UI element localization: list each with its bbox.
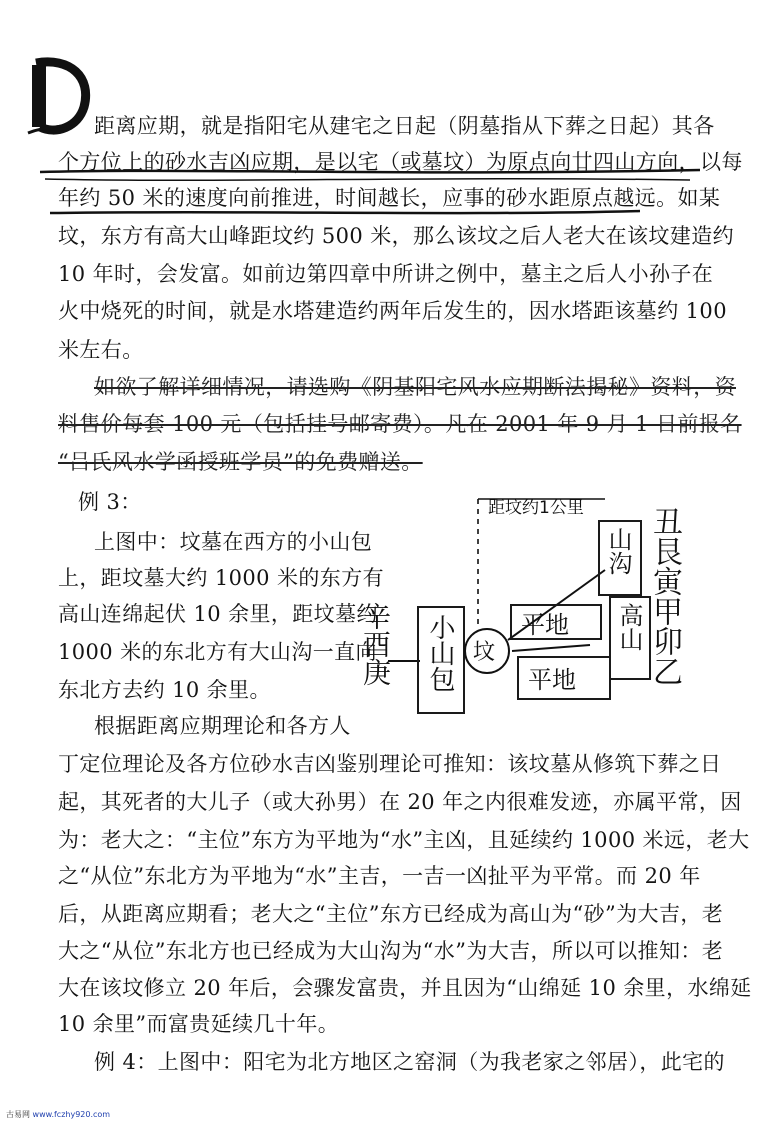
east-directions: 丑艮寅甲卯乙 bbox=[647, 506, 682, 686]
text-line: 大之“从位”东北方也已经成为大山沟为“水”为大吉，所以可以推知：老 bbox=[58, 939, 724, 963]
hillock-label: 小山包 bbox=[425, 614, 455, 692]
text-line: 个方位上的砂水吉凶应期，是以宅（或墓坟）为原点向廿四山方向，以每 bbox=[58, 150, 743, 174]
example-heading: 例 3： bbox=[78, 490, 142, 514]
text-line: 1000 米的东北方有大山沟一直向 bbox=[58, 640, 377, 664]
text-line: 上图中：坟墓在西方的小山包 bbox=[94, 530, 373, 554]
text-line: 东北方去约 10 余里。 bbox=[58, 678, 271, 702]
text-line: 上，距坟墓大约 1000 米的东方有 bbox=[58, 566, 384, 590]
text-line: 丁定位理论及各方位砂水吉凶鉴别理论可推知：该坟墓从修筑下葬之日 bbox=[58, 752, 722, 776]
text-line: 之“从位”东北方为平地为“水”主吉，一吉一凶扯平为平常。而 20 年 bbox=[58, 864, 701, 888]
distance-label: 距坟约1公里 bbox=[488, 498, 584, 518]
west-directions: 辛酉庚 bbox=[359, 602, 392, 686]
flat-lower-label: 平地 bbox=[528, 666, 576, 694]
footer-site-name: 古易网 bbox=[6, 1110, 30, 1119]
text-line: 火中烧死的时间，就是水塔建造约两年后发生的，因水塔距该墓约 100 bbox=[58, 299, 727, 323]
text-line: 高山连绵起伏 10 余里，距坟墓约 bbox=[58, 602, 378, 626]
text-line: 为：老大之：“主位”东方为平地为“水”主凶，且延续约 1000 米远，老大 bbox=[58, 828, 750, 852]
example-4-line: 例 4：上图中：阳宅为北方地区之窑洞（为我老家之邻居），此宅的 bbox=[94, 1050, 725, 1074]
text-line: 起，其死者的大儿子（或大孙男）在 20 年之内很难发迹，亦属平常，因 bbox=[58, 790, 742, 814]
page-footer bbox=[6, 1109, 110, 1120]
footer-url[interactable]: www.fczhy920.com bbox=[32, 1110, 111, 1119]
text-line: 大在该坟修立 20 年后，会骤发富贵，并且因为“山绵延 10 余里，水绵延 bbox=[58, 976, 752, 1000]
flat-upper-label: 平地 bbox=[521, 611, 569, 639]
struck-line: “吕氏风水学函授班学员”的免费赠送。 bbox=[58, 450, 423, 474]
text-line: 坟，东方有高大山峰距坟约 500 米，那么该坟之后人老大在该坟建造约 bbox=[58, 224, 735, 248]
struck-line: 如欲了解详细情况，请选购《阴基阳宅风水应期断法揭秘》资料，资 bbox=[94, 375, 736, 399]
high-mountain-label: 高山 bbox=[615, 603, 643, 651]
text-line: 10 余里”而富贵延续几十年。 bbox=[58, 1012, 340, 1036]
text-line: 10 年时，会发富。如前边第四章中所讲之例中，墓主之后人小孙子在 bbox=[58, 262, 714, 286]
text-line: 后，从距离应期看；老大之“主位”东方已经成为高山为“砂”为大吉，老 bbox=[58, 902, 724, 926]
text-line: 距离应期，就是指阳宅从建宅之日起（阴墓指从下葬之日起）其各 bbox=[94, 114, 715, 138]
struck-line: 料售价每套 100 元（包括挂号邮寄费）。凡在 2001 年 9 月 1 日前报名 bbox=[58, 412, 742, 436]
gully-label: 山沟 bbox=[604, 527, 632, 575]
text-line: 米左右。 bbox=[58, 338, 144, 362]
grave-label: 坟 bbox=[473, 640, 496, 665]
text-line: 年约 50 米的速度向前推进，时间越长，应事的砂水距原点越远。如某 bbox=[58, 186, 721, 210]
text-line: 根据距离应期理论和各方人 bbox=[94, 714, 351, 738]
